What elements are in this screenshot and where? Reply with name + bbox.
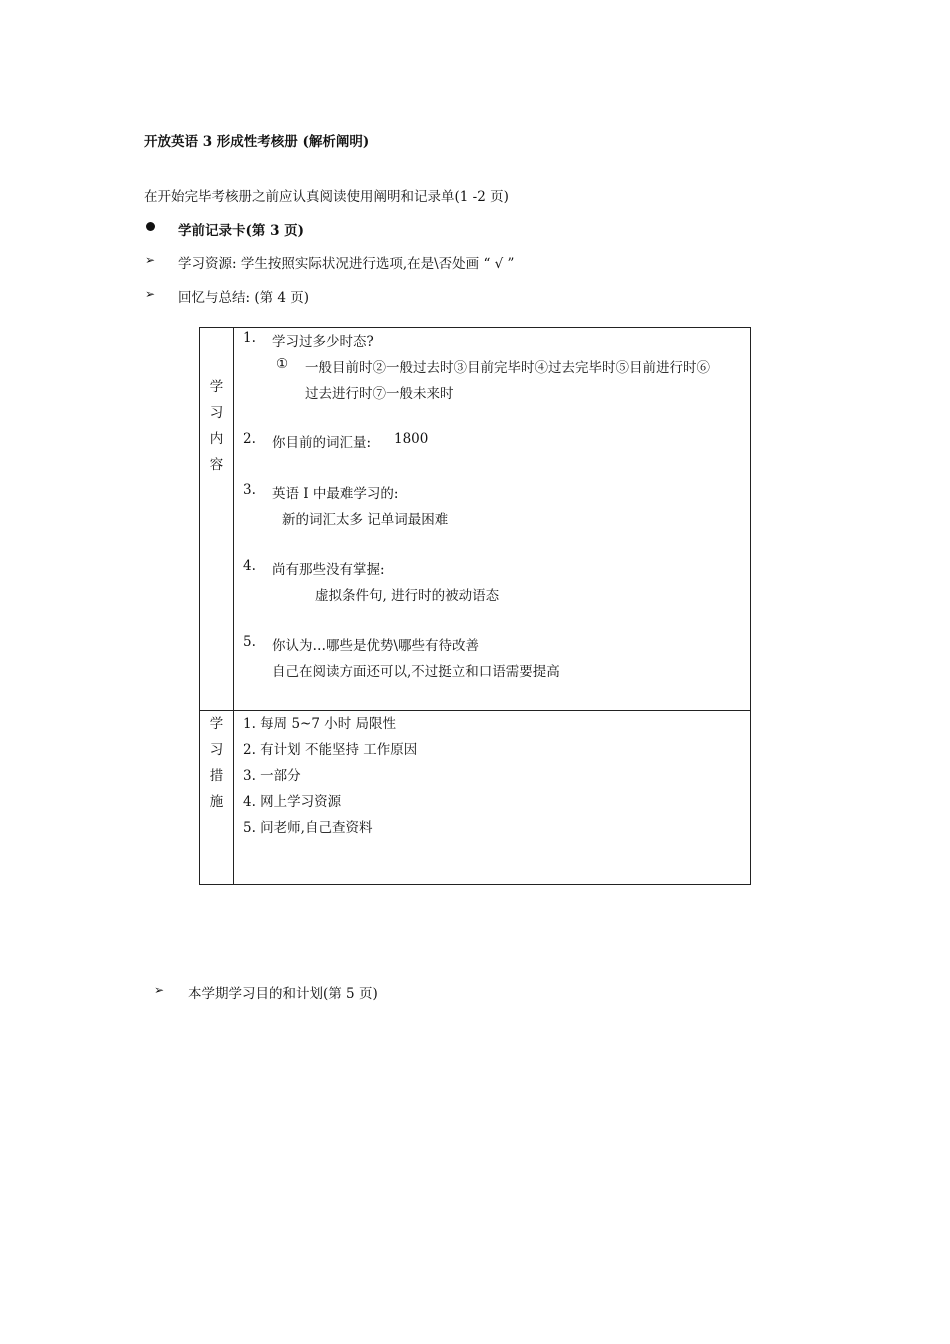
list-item-semester-plan: 本学期学习目的和计划(第 5 页)	[188, 986, 378, 1002]
record-table	[199, 327, 751, 885]
label-char: 容	[209, 457, 224, 473]
question-number: 5.	[243, 634, 256, 650]
answer-2: 1800	[394, 431, 429, 447]
question-3: 英语 I 中最难学习的:	[272, 486, 399, 502]
question-4: 尚有那些没有掌握:	[272, 562, 385, 578]
question-number: 1.	[243, 330, 256, 346]
label-char: 习	[209, 742, 224, 758]
intro-paragraph: 在开始完毕考核册之前应认真阅读使用阐明和记录单(1 -2 页)	[144, 189, 509, 205]
label-char: 施	[209, 794, 224, 810]
label-char: 学	[209, 716, 224, 732]
row-label-study-measures	[200, 711, 234, 885]
table-row	[200, 711, 751, 885]
question-1: 学习过多少时态?	[272, 334, 374, 350]
question-number: 2.	[243, 431, 256, 447]
measure-line: 1. 每周 5~7 小时 局限性	[243, 716, 397, 732]
measure-line: 2. 有计划 不能坚持 工作原因	[243, 742, 418, 758]
question-2: 你目前的词汇量:	[272, 435, 372, 451]
answer-1-line-2: 过去进行时⑦一般未来时	[305, 386, 454, 402]
answer-5: 自己在阅读方面还可以,不过挺立和口语需要提高	[272, 664, 560, 680]
list-item-resources: 学习资源: 学生按照实际状况进行选项,在是\否处画 “ √ ”	[178, 256, 515, 272]
arrow-bullet-icon: ➢	[145, 287, 156, 301]
answer-4: 虚拟条件句, 进行时的被动语态	[315, 588, 500, 604]
answer-3: 新的词汇太多 记单词最困难	[282, 512, 449, 528]
table-row	[200, 328, 751, 711]
question-number: 3.	[243, 482, 256, 498]
measure-line: 4. 网上学习资源	[243, 794, 342, 810]
study-content-cell	[234, 328, 751, 711]
label-char: 学	[209, 379, 224, 395]
document-title: 开放英语 3 形成性考核册 (解析阐明)	[144, 134, 370, 150]
label-char: 习	[209, 405, 224, 421]
circled-number: ①	[276, 356, 289, 372]
list-item-review: 回忆与总结: (第 4 页)	[178, 290, 310, 306]
section-heading: 学前记录卡(第 3 页)	[178, 223, 305, 239]
measure-line: 5. 问老师,自己查资料	[243, 820, 373, 836]
study-measures-cell	[234, 711, 751, 885]
question-number: 4.	[243, 558, 256, 574]
arrow-bullet-icon: ➢	[145, 253, 156, 267]
measure-line: 3. 一部分	[243, 768, 301, 784]
label-char: 内	[209, 431, 224, 447]
question-5: 你认为…哪些是优势\哪些有待改善	[272, 638, 480, 654]
row-label-study-content	[200, 328, 234, 711]
arrow-bullet-icon: ➢	[154, 983, 165, 997]
bullet-dot-icon	[146, 222, 155, 231]
answer-1-line-1: 一般目前时②一般过去时③目前完毕时④过去完毕时⑤目前进行时⑥	[305, 360, 710, 376]
label-char: 措	[209, 768, 224, 784]
